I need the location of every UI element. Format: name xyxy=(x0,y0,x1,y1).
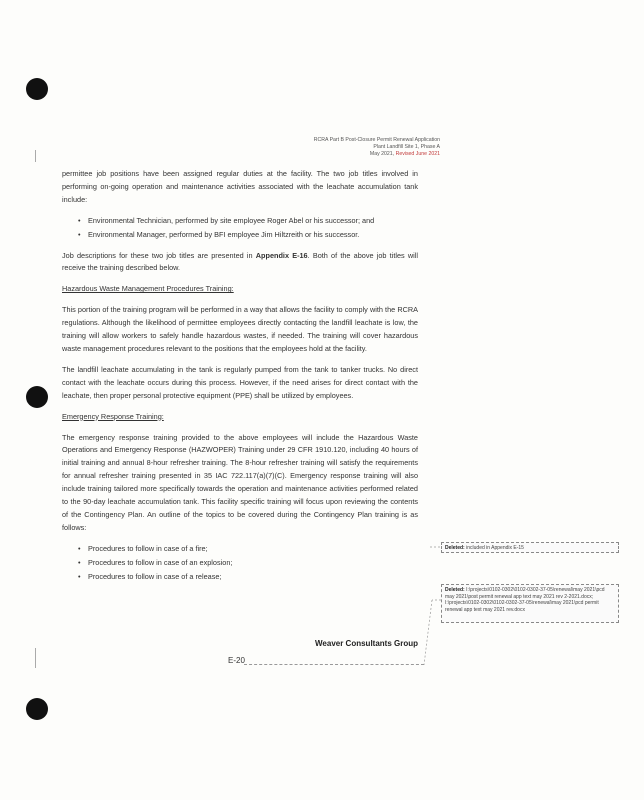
header-revised: Revised June 2021 xyxy=(395,151,440,158)
footer-dashed-rule xyxy=(244,664,424,665)
hazwaste-paragraph-2: The landfill leachate accumulating in the tank is regularly pumped from the tank to tanker trucks. No direct contact with the leachate occurs during this process. However, if the need arises for direct contact with the leachate, then proper personal protective equipment (PPE) shall be utilized by employees. xyxy=(62,364,418,400)
header-line-1: RCRA Part B Post-Closure Permit Renewal Application xyxy=(313,137,440,143)
header-line-3 xyxy=(250,151,440,158)
section-heading-emergency: Emergency Response Training: xyxy=(62,411,164,421)
list-item: • Procedures to follow in case of a fire; xyxy=(78,543,418,556)
deleted-comment-balloon[interactable] xyxy=(441,542,619,553)
document-body xyxy=(62,168,418,591)
hazwaste-paragraph-1: This portion of the training program will be performed in a way that allows the facility to comply with the RCRA regulations. Although the likelihood of permittee employees directly contacting the landfill leachate is low, the training will allow workers to safely handle hazardous wastes, if needed. The training will cover hazardous waste management procedures relevant to the positions that the employees hold at the facility. xyxy=(62,305,418,353)
deleted-label: Deleted: xyxy=(445,545,465,551)
contingency-topics-list xyxy=(62,543,418,584)
binder-hole-middle xyxy=(26,386,48,408)
job-description-paragraph xyxy=(62,250,418,276)
appendix-reference: Appendix E-16 xyxy=(255,250,308,260)
binder-hole-bottom xyxy=(26,698,48,720)
intro-paragraph: permittee job positions have been assigned regular duties at the facility. The two job titles involved in performing on-going operation and maintenance activities associated with the leachate accumulation tank include: xyxy=(62,169,418,204)
deleted-label: Deleted: xyxy=(445,587,465,593)
binder-hole-top xyxy=(26,78,48,100)
running-header xyxy=(250,137,440,159)
deleted-text: included in Appendix E-15 xyxy=(466,545,524,551)
section-heading-hazwaste: Hazardous Waste Management Procedures Training: xyxy=(62,284,234,294)
job-titles-list xyxy=(62,215,418,242)
list-item: • Environmental Manager, performed by BFI employee Jim Hiltzreith or his successor. xyxy=(78,229,418,242)
footer-company: Weaver Consultants Group xyxy=(315,639,418,648)
header-line-2: Plant Landfill Site 1, Phase A xyxy=(373,144,440,151)
list-item: • Environmental Technician, performed by site employee Roger Abel or his successor; and xyxy=(78,215,418,228)
job-desc-text: Job descriptions for these two job titles are presented in xyxy=(62,250,256,260)
deleted-text: I:\projects\0102-0302\0102-0302-37-05\renewal\may 2021\pcd may 2021\post permit renewal app text may 2021 rev 2-2021.docx; I:\projects\0102-0302\0102-0302-37-05\renewal\may 2021\pcd permit renewal app text may 2021 rev.docx xyxy=(445,587,605,613)
page-number: E-20 xyxy=(228,656,245,665)
emergency-paragraph: The emergency response training provided to the above employees will include the Hazardous Waste Operations and Emergency Response (HAZWOPER) Training under 29 CFR 1910.120, including 40 hours of initial training and annual 8-hour refresher training. The 8-hour refresher training will satisfy the requirements for annual refresher training presented in 35 IAC 722.117(a)(7)(C). Emergency response training will also include training tailored more specifically towards the operation and maintenance activities performed related to the 90-day leachate accumulation tank. This facility specific training will focus upon reviewing the contents of the Contingency Plan. An outline of the topics to be covered during the Contingency Plan training is as follows: xyxy=(62,432,418,532)
deleted-comment-balloon[interactable] xyxy=(441,584,619,623)
header-date: May 2021, xyxy=(369,151,395,158)
margin-mark xyxy=(35,150,36,162)
list-item: • Procedures to follow in case of an explosion; xyxy=(78,557,418,570)
job-desc-text-end: . Both of the above job titles will receive the training described below. xyxy=(62,250,418,273)
margin-mark xyxy=(35,648,36,668)
list-item: • Procedures to follow in case of a release; xyxy=(78,571,418,584)
